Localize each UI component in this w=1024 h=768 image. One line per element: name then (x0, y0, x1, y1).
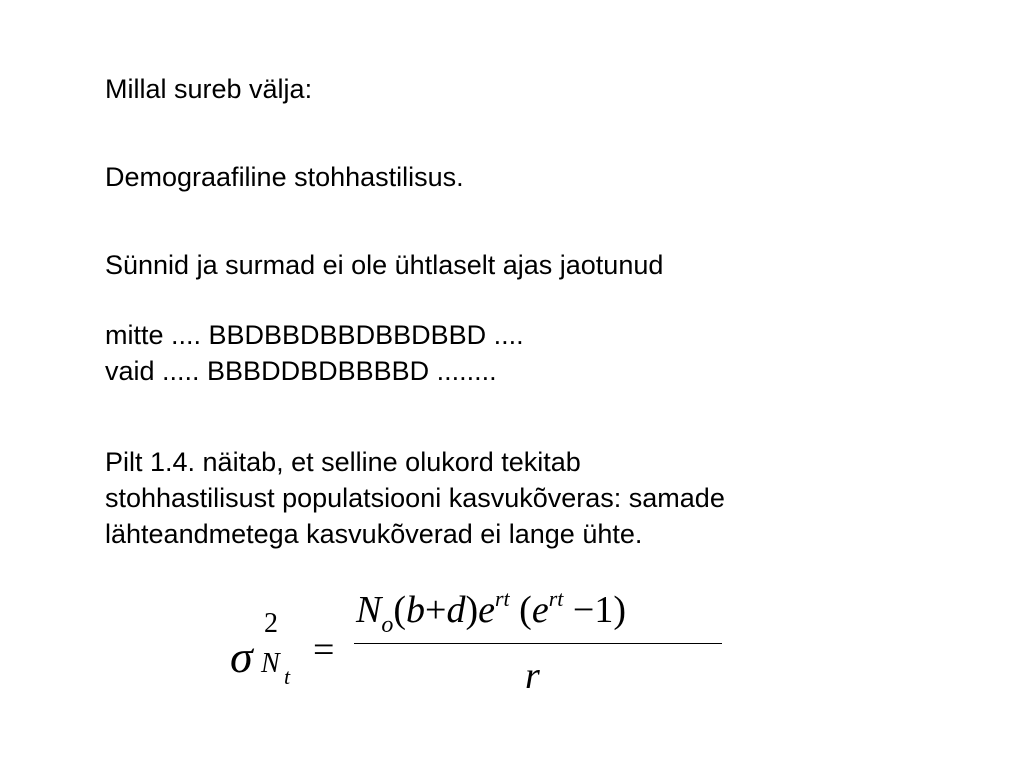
formula-denominator: r (525, 655, 540, 697)
variance-formula (228, 586, 748, 706)
formula-numerator: $N_o(b+d)e^{rt}$ $(e^{rt} -1)$ (356, 586, 626, 638)
text-block (105, 71, 985, 552)
sequence-not: mitte .... BBDBBDBBDBBDBBD .... (105, 320, 524, 350)
slide-title: Millal sureb välja: (105, 74, 313, 104)
statement-text: Sünnid ja surmad ei ole ühtlaselt ajas jaotunud (105, 250, 664, 280)
sequence-but: vaid ..... BBBDDBDBBBBD ........ (105, 356, 497, 386)
formula-fraction-bar (354, 643, 722, 644)
formula-subscript: N (261, 648, 280, 679)
formula-equals: = (313, 629, 335, 671)
slide-subtitle: Demograafiline stohhastilisus. (105, 162, 464, 192)
formula-subscript-sub: t (284, 664, 291, 689)
formula-sigma: σ (230, 631, 253, 682)
paragraph-line: lähteandmetega kasvukõverad ei lange ühte. (105, 519, 643, 549)
paragraph-line: stohhastilisust populatsiooni kasvukõveras: samade (105, 483, 725, 513)
paragraph-line: Pilt 1.4. näitab, et selline olukord tekitab (105, 447, 581, 477)
formula-superscript: 2 (264, 608, 278, 639)
